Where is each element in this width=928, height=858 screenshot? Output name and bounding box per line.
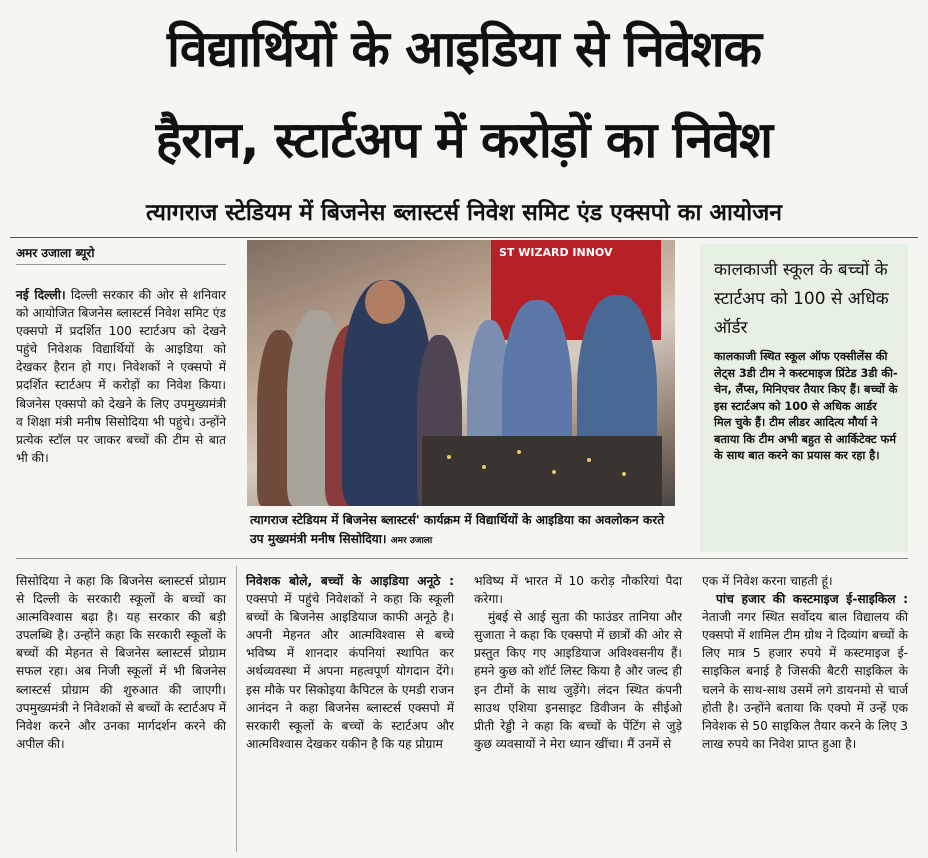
column-4 <box>702 572 908 753</box>
article-paragraph: मुंबई से आई सुता की फाउंडर तानिया और सुजाता ने कहा कि एक्सपो में छात्रों की ओर से प्रस्तुत किए गए आइडियाज अविश्वसनीय हैं। हमने कुछ को शॉर्ट लिस्ट किया है और जल्द ही इन टीमों के साथ जुड़ेंगे। लंदन स्थित कंपनी साउथ एशिया इनसाइट डिवीजन के सीईओ प्रीती रेड्डी ने कहा कि बच्चों के पेंटिंग से जुड़े कुछ व्यवसायों ने मेरा ध्यान खींचा। मैं उनमें से <box>474 610 682 751</box>
section-subtitle: पांच हजार की कस्टमाइज ई-साइकिल : <box>716 592 908 607</box>
article-paragraph: भविष्य में भारत में 10 करोड़ नौकरियां पैदा करेगा। <box>474 574 682 607</box>
article-photo <box>247 240 675 506</box>
article-paragraph: सिसोदिया ने कहा कि बिजनेस ब्लास्टर्स प्रोग्राम से दिल्ली के सरकारी स्कूलों के बच्चों का आत्मविश्वास बढ़ा है। यह सरकार की बड़ी उपलब्धि है। उन्होंने कहा कि सरकारी स्कूलों के बच्चों की मेहनत से बिजनेस ब्लास्टर्स प्रोग्राम सफल रहा। अब निजी स्कूलों में भी बिजनेस ब्लास्टर्स प्रोग्राम की शुरुआत की जाएगी। उपमुख्यमंत्री ने निवेशकों से बच्चों के स्टार्टअप में निवेश करने और उनका मार्गदर्शन करने की अपील की। <box>16 574 226 751</box>
display-table <box>422 436 662 506</box>
column-1-bottom <box>16 572 226 753</box>
divider <box>10 237 918 238</box>
subheadline: त्यागराज स्टेडियम में बिजनेस ब्लास्टर्स निवेश समिट एंड एक्सपो का आयोजन <box>145 200 783 226</box>
photo-banner: ST WIZARD INNOV <box>491 240 661 340</box>
photo-credit: अमर उजाला <box>390 536 433 546</box>
article-paragraph: एक में निवेश करना चाहती हूं। <box>702 574 833 588</box>
column-divider <box>236 566 237 852</box>
headline-line-1: विद्यार्थियों के आइडिया से निवेशक <box>166 20 762 78</box>
divider <box>16 264 226 265</box>
column-3 <box>474 572 682 753</box>
column-2 <box>246 572 454 753</box>
byline: अमर उजाला ब्यूरो <box>16 246 95 260</box>
photo-caption <box>250 511 680 551</box>
headline-line-2: हैरान, स्टार्टअप में करोड़ों का निवेश <box>155 111 773 169</box>
sidebar-body: कालकाजी स्थित स्कूल ऑफ एक्सीलेंस की लेट्स 3डी टीम ने कस्टमाइज प्रिंटेड 3डी की-चेन, लैंप्स, मिनिएचर तैयार किए हैं। बच्चों के इस स्टार्टअप को 100 से अधिक आर्डर मिल चुके हैं। टीम लीडर आदित्य मौर्या ने बताया कि टीम अभी बहुत से आर्किटेक्ट फर्म के साथ बात करने का प्रयास कर रहा है। <box>714 350 898 462</box>
article-paragraph: एक्सपो में पहुंचे निवेशकों ने कहा कि स्कूली बच्चों के बिजनेस आइडियाज काफी अनूठे है। अपनी मेहनत और आत्मविश्वास से बच्चे भविष्य में शानदार कंपनियां स्थापित कर अर्थव्यवस्था में अपना महत्वपूर्ण योगदान देंगे। इस मौके पर सिकोइया कैपिटल के एमडी राजन आनंदन ने कहा बिजनेस ब्लास्टर्स एक्सपो में सरकारी स्कूलों के बच्चों के स्टार्टअप और आत्मविश्वास देखकर यकीन है कि यह प्रोग्राम <box>246 592 454 751</box>
sidebar-title: कालकाजी स्कूल के बच्चों के स्टार्टअप को 100 से अधिक ऑर्डर <box>714 260 889 338</box>
headline <box>14 4 914 186</box>
dateline: नई दिल्ली। <box>16 288 66 302</box>
caption-text: त्यागराज स्टेडियम में बिजनेस ब्लास्टर्स' कार्यक्रम में विद्यार्थियों के आइडिया का अवलोकन करते उप मुख्यमंत्री मनीष सिसोदिया। <box>250 513 665 546</box>
sidebar-box <box>700 244 908 552</box>
column-1-top <box>16 286 226 467</box>
article-paragraph: नेताजी नगर स्थित सर्वोदय बाल विद्यालय की एक्सपो में शामिल टीम ग्रोथ ने दिव्यांग बच्चों के लिए मात्र 5 हजार रुपये में कस्टमाइज ई-साइकिल बनाई है जिसकी बैटरी साइकिल के चलने के साथ-साथ उसमें लगे डायनमो से चार्ज होती है। उन्होंने बताया कि एक्पो में उन्हें एक निवेशक से 50 साइकिल तैयार करने के लिए 3 लाख रुपये का निवेश प्राप्त हुआ है। <box>702 610 908 751</box>
divider <box>16 558 908 559</box>
article-paragraph: दिल्ली सरकार की ओर से शनिवार को आयोजित बिजनेस ब्लास्टर्स निवेश समिट एंड एक्सपो में प्रदर्शित 100 स्टार्टअप को देखने पहुंचे निवेशक विद्यार्थियों के आइडिया को देखकर हैरान हो गए। निवेशकों ने एक्सपो में प्रदर्शित स्टार्टअप में करोड़ों का निवेश किया। बिजनेस एक्सपो को देखने के लिए उपमुख्यमंत्री व शिक्षा मंत्री मनीष सिसोदिया भी पहुंचे। उन्होंने प्रत्येक स्टॉल पर जाकर बच्चों की टीम से बात भी की। <box>16 288 227 465</box>
section-subtitle: निवेशक बोले, बच्चों के आइडिया अनूठे : <box>246 574 454 588</box>
